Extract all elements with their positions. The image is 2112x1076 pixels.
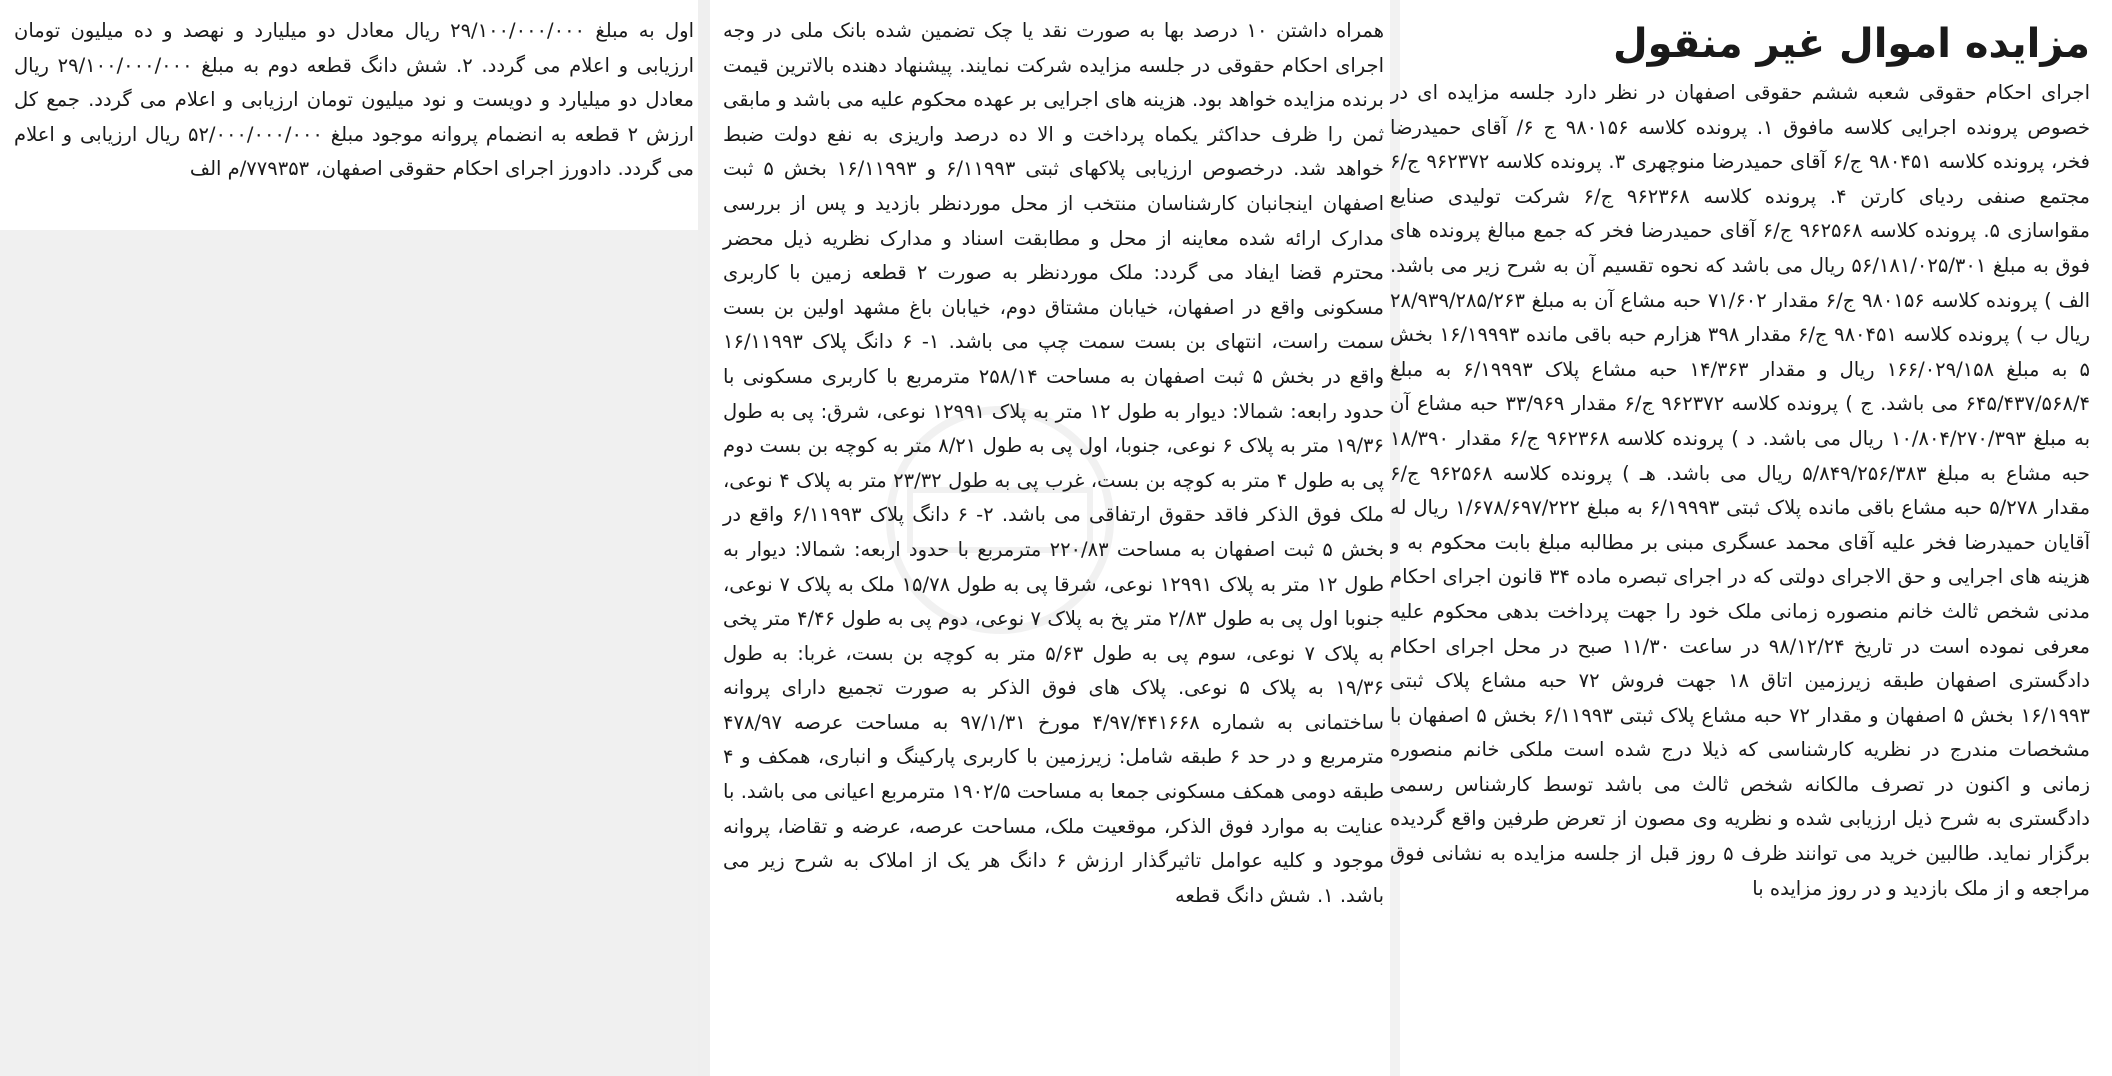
notice-title: مزایده اموال غیر منقول (1612, 21, 2090, 67)
notice-column-left (8, 14, 698, 229)
empty-page-area (0, 230, 705, 1076)
notice-column-middle (705, 14, 1390, 1074)
notice-body-part-3: اول به مبلغ ۲۹/۱۰۰/۰۰۰/۰۰۰ ریال معادل دو میلیارد و نهصد و ده میلیون تومان ارزیابی و اعلام می گردد. ۲. شش دانگ قطعه دوم به مبلغ ۲۹/۱۰۰/۰۰۰/۰۰۰ ریال معادل دو میلیارد و دویست و نود میلیون تومان ارزیابی و اعلام می گردد. جمع کل ارزش ۲ قطعه به انضمام پروانه موجود مبلغ ۵۲/۰۰۰/۰۰۰/۰۰۰ ریال ارزیابی و اعلام می گردد. دادورز اجرای احکام حقوقی اصفهان، ۷۷۹۳۵۳/م الف (14, 19, 695, 181)
notice-body-part-2: همراه داشتن ۱۰ درصد بها به صورت نقد یا چک تضمین شده بانک ملی در وجه اجرای احکام حقوقی در جلسه مزایده شرکت نمایند. پیشنهاد دهنده بالاترین قیمت برنده مزایده خواهد بود. هزینه های اجرایی بر عهده محکوم علیه می باشد و مابقی ثمن را ظرف حداکثر یکماه پرداخت و الا ده درصد واریزی به نفع دولت ضبط خواهد شد. درخصوص ارزیابی پلاکهای ثبتی ۶/۱۱۹۹۳ و ۱۶/۱۱۹۹۳ بخش ۵ ثبت اصفهان اینجانبان کارشناسان منتخب از محل موردنظر بازدید و پس از بررسی مدارک ارائه شده معاینه از محل و مطابقت اسناد و مدارک نظریه ذیل محضر محترم قضا ایفاد می گردد: ملک موردنظر به صورت ۲ قطعه زمین با کاربری مسکونی واقع در اصفهان، خیابان مشتاق دوم، خیابان باغ مشهد اولین بن بست سمت راست، انتهای بن بست سمت چپ می باشد. ۱- ۶ دانگ پلاک ۱۶/۱۱۹۹۳ واقع در بخش ۵ ثبت اصفهان به مساحت ۲۵۸/۱۴ مترمربع با کاربری مسکونی با حدود رابعه: شمالا: دیوار به طول ۱۲ متر به پلاک ۱۲۹۹۱ نوعی، شرق: پی به طول ۱۹/۳۶ متر به پلاک ۶ نوعی، جنوبا، اول پی به طول ۸/۲۱ متر به کوچه بن بست دوم پی به طول ۴ متر به کوچه بن بست، غرب پی به طول ۲۳/۳۲ متر به پلاک ۴ نوعی، ملک فوق الذکر فاقد حقوق ارتفاقی می باشد. ۲- ۶ دانگ پلاک ۶/۱۱۹۹۳ واقع در بخش ۵ ثبت اصفهان به مساحت ۲۲۰/۸۳ مترمربع با حدود اربعه: شمالا: دیوار به طول ۱۲ متر به پلاک ۱۲۹۹۱ نوعی، شرقا پی به طول ۱۵/۷۸ ملک به پلاک ۷ نوعی، جنوبا اول پی به طول ۲/۸۳ متر پخ به پلاک ۷ نوعی، دوم پی به طول ۴/۴۶ متر پخی به پلاک ۷ نوعی، سوم پی به طول ۵/۶۳ متر به کوچه بن بست، غربا: به طول ۱۹/۳۶ به پلاک ۵ نوعی. پلاک های فوق الذکر به صورت تجمیع دارای پروانه ساختمانی به شماره ۴/۹۷/۴۴۱۶۶۸ مورخ ۹۷/۱/۳۱ به مساحت عرصه ۴۷۸/۹۷ مترمربع و در حد ۶ طبقه شامل: زیرزمین با کاربری پارکینگ و انباری، همکف و ۴ طبقه دومی همکف مسکونی جمعا به مساحت ۱۹۰۲/۵ مترمربع اعیانی می باشد. با عنایت به موارد فوق الذکر، موقعیت ملک، مساحت عرصه، عرضه و تقاضا، پروانه موجود و کلیه عوامل تاثیرگذار ارزش ۶ دانگ هر یک از املاک به شرح زیر می باشد. ۱. شش دانگ قطعه (723, 19, 1385, 907)
notice-body-part-1: اجرای احکام حقوقی شعبه ششم حقوقی اصفهان در نظر دارد جلسه مزایده ای در خصوص پرونده اجرایی کلاسه مافوق ۱. پرونده کلاسه ۹۸۰۱۵۶ ج ۶/ آقای حمیدرضا فخر، پرونده کلاسه ۹۸۰۴۵۱ ج/۶ آقای حمیدرضا منوچهری ۳. پرونده کلاسه ۹۶۲۳۷۲ ج/۶ مجتمع صنفی ردیای کارتن ۴. پرونده کلاسه ۹۶۲۳۶۸ ج/۶ شرکت تولیدی صنایع مقواسازی ۵. پرونده کلاسه ۹۶۲۵۶۸ ج/۶ آقای حمیدرضا فخر که جمع مبالغ پرونده های فوق به مبلغ ۵۶/۱۸۱/۰۲۵/۳۰۱ ریال می باشد که نحوه تقسیم آن به شرح زیر می باشد. الف ) پرونده کلاسه ۹۸۰۱۵۶ ج/۶ مقدار ۷۱/۶۰۲ حبه مشاع آن به مبلغ ۲۸/۹۳۹/۲۸۵/۲۶۳ ریال ب ) پرونده کلاسه ۹۸۰۴۵۱ ج/۶ مقدار ۳۹۸ هزارم حبه باقی مانده ۱۶/۱۹۹۹۳ بخش ۵ به مبلغ ۱۶۶/۰۲۹/۱۵۸ ریال و مقدار ۱۴/۳۶۳ حبه مشاع پلاک ۶/۱۹۹۹۳ به مبلغ ۶۴۵/۴۳۷/۵۶۸/۴ می باشد. ج ) پرونده کلاسه ۹۶۲۳۷۲ ج/۶ مقدار ۳۳/۹۶۹ حبه مشاع آن به مبلغ ۱۰/۸۰۴/۲۷۰/۳۹۳ ریال می باشد. د ) پرونده کلاسه ۹۶۲۳۶۸ ج/۶ مقدار ۱۸/۳۹۰ حبه مشاع به مبلغ ۵/۸۴۹/۲۵۶/۳۸۳ ریال می باشد. هـ ) پرونده کلاسه ۹۶۲۵۶۸ ج/۶ مقدار ۵/۲۷۸ حبه مشاع باقی مانده پلاک ثبتی ۶/۱۹۹۹۳ به مبلغ ۱/۶۷۸/۶۹۷/۲۲۲ ریال له آقایان حمیدرضا فخر علیه آقای محمد عسگری مبنی بر مطالبه مبلغ بابت محکوم به و هزینه های اجرایی و حق الاجرای دولتی که در اجرای تبصره ماده ۳۴ قانون اجرای احکام مدنی شخص ثالث خانم منصوره زمانی ملک خود را جهت پرداخت بدهی محکوم علیه معرفی نموده است در تاریخ ۹۸/۱۲/۲۴ در ساعت ۱۱/۳۰ صبح در محل اجرای احکام دادگستری اصفهان طبقه زیرزمین اتاق ۱۸ جهت فروش ۷۲ حبه مشاع پلاک ثبتی ۱۶/۱۹۹۳ بخش ۵ اصفهان و مقدار ۷۲ حبه مشاع پلاک ثبتی ۶/۱۱۹۹۳ بخش ۵ اصفهان با مشخصات مندرج در نظریه کارشناسی که ذیلا درج شده است ملکی خانم منصوره زمانی و اکنون در تصرف مالکانه شخص ثالث می باشد توسط کارشناس رسمی دادگستری به شرح ذیل ارزیابی شده و نظریه وی مصون از تعرض طرفین واقع گردیده برگزار نماید. طالبین خرید می توانند ظرف ۵ روز قبل از جلسه مزایده به نشانی فوق مراجعه و از ملک بازدید و در روز مزایده با (1390, 81, 2090, 900)
notice-column-right (1390, 14, 2090, 1074)
